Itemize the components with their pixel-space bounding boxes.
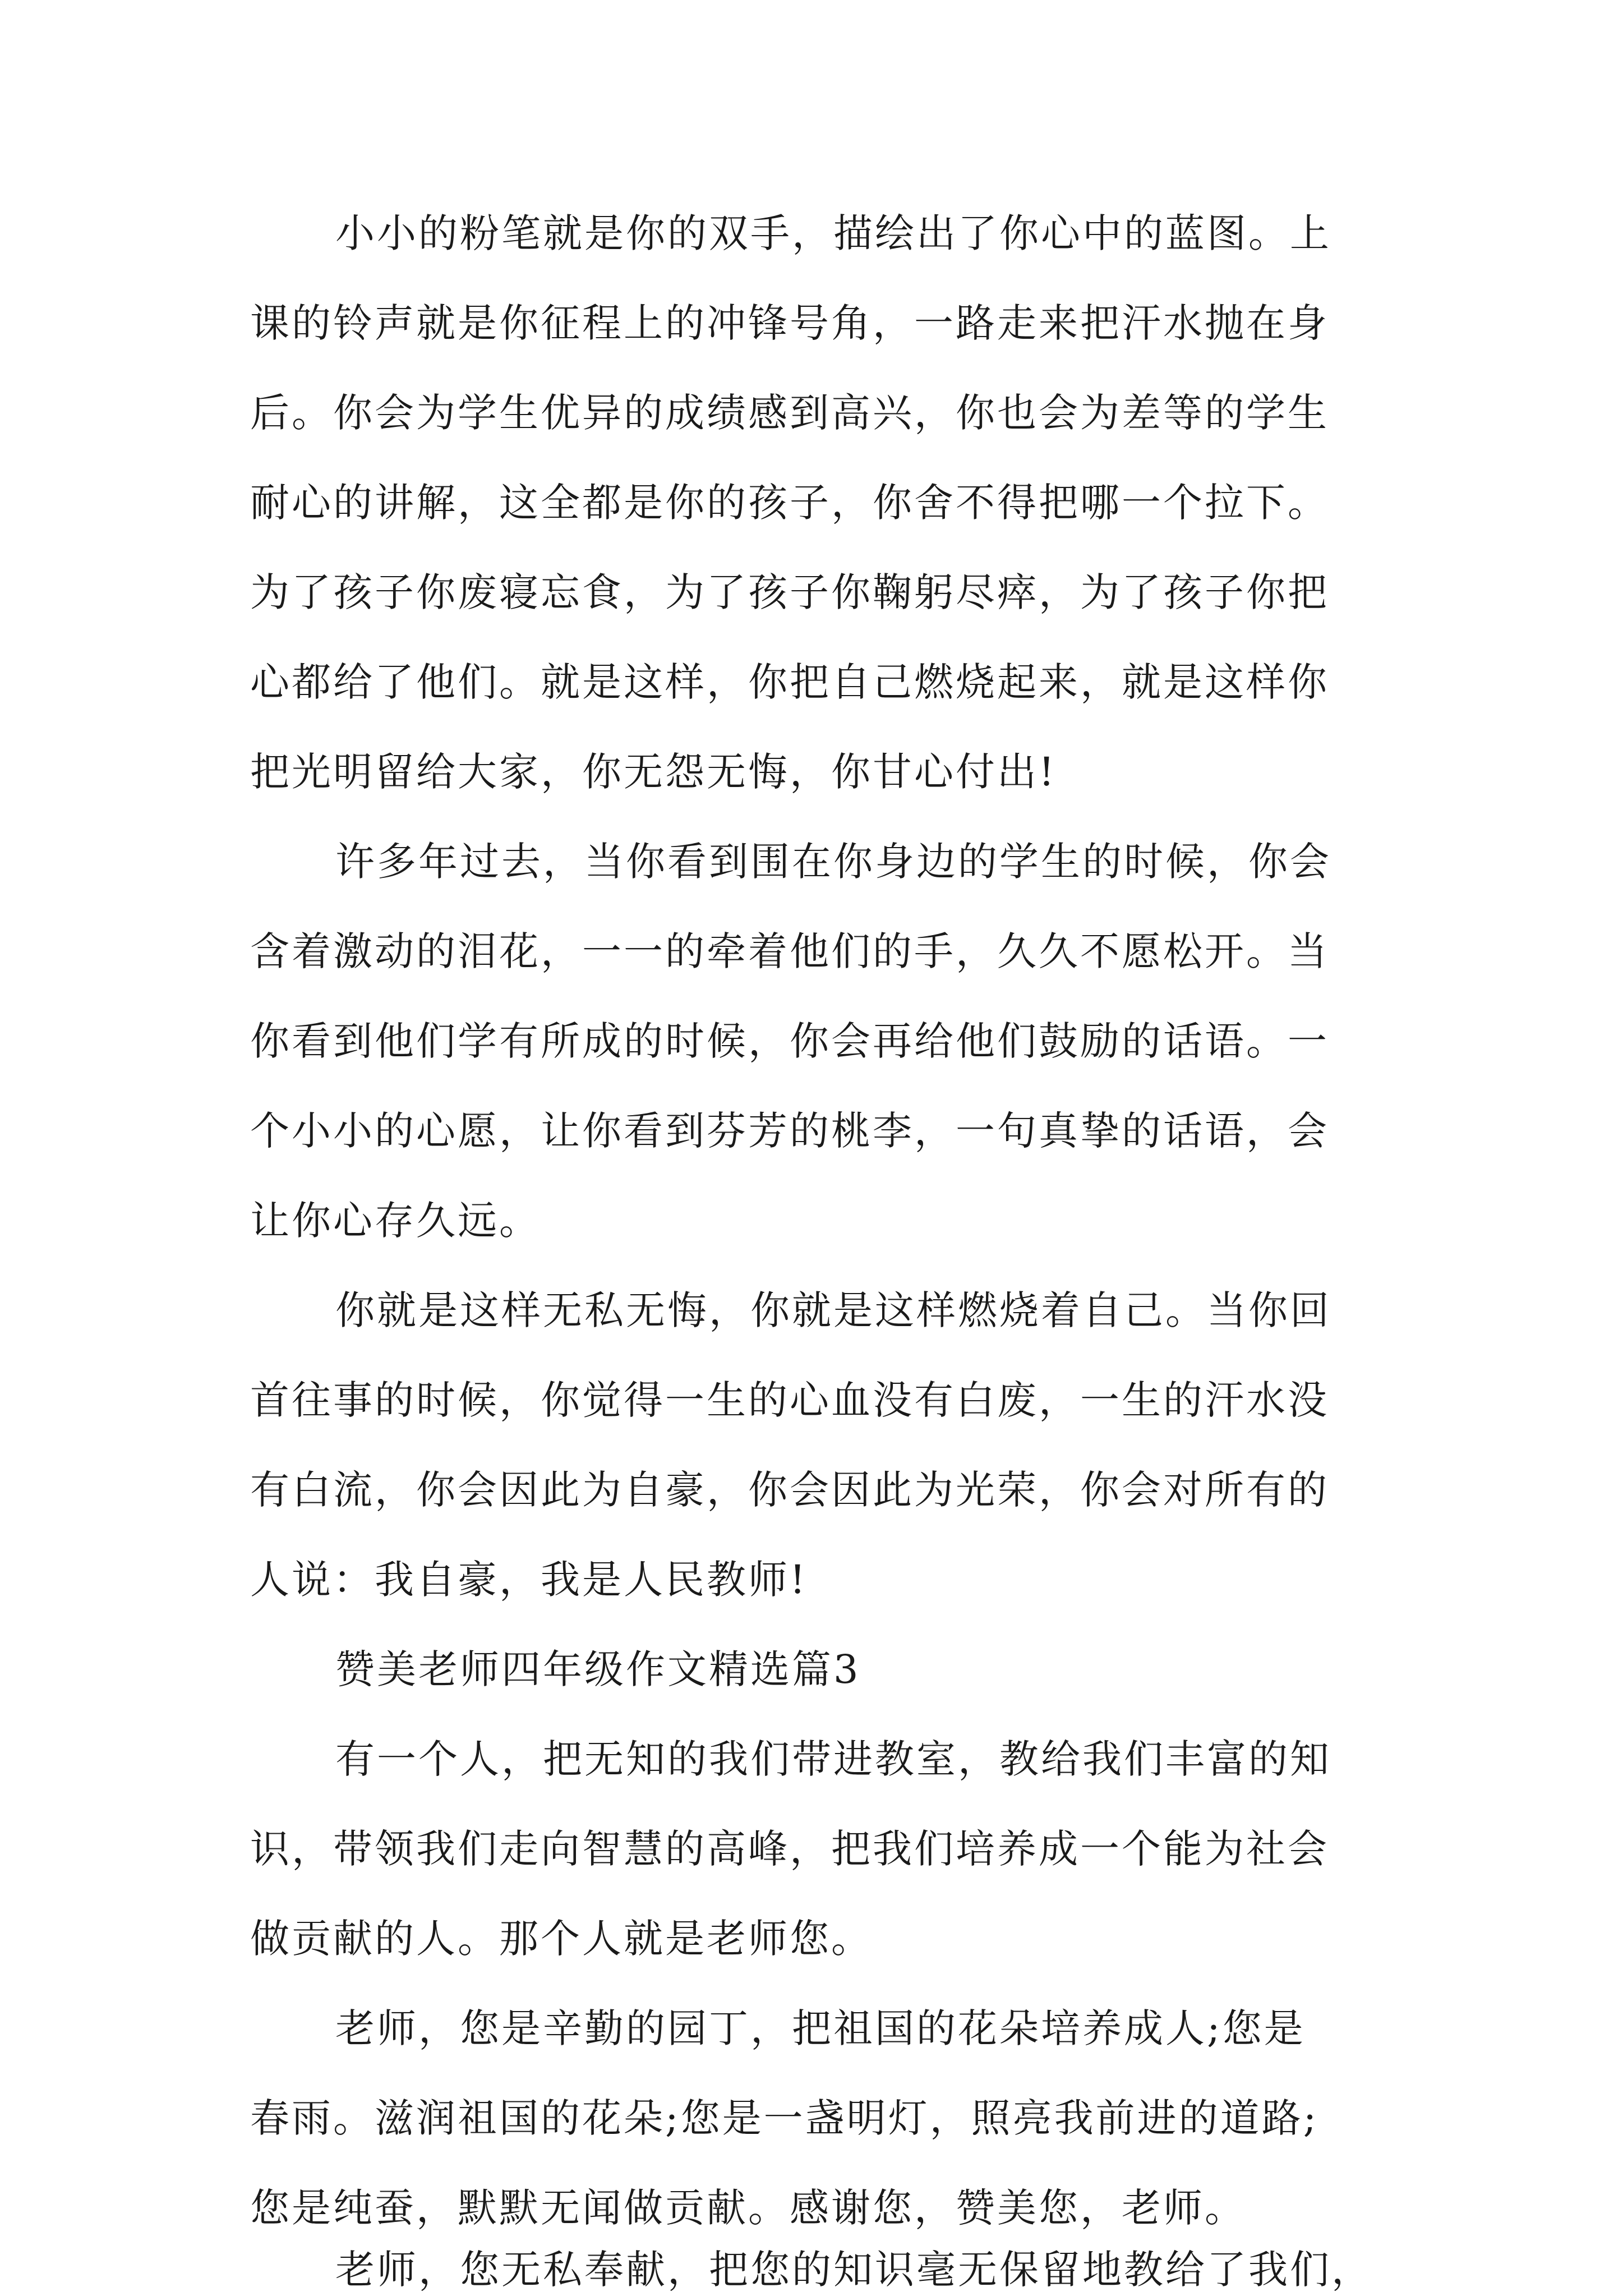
text-line: 老师，您无私奉献，把您的知识毫无保留地教给了我们， [335,2247,1373,2293]
text-line: 做贡献的人。那个人就是老师您。 [250,1916,873,1962]
text-line: 有一个人，把无知的我们带进教室，教给我们丰富的知 [335,1736,1331,1782]
text-line: 识，带领我们走向智慧的高峰，把我们培养成一个能为社会 [250,1826,1329,1872]
text-line: 个小小的心愿，让你看到芬芳的桃李，一句真挚的话语，会 [250,1108,1329,1154]
text-line: 课的铃声就是你征程上的冲锋号角，一路走来把汗水抛在身 [250,300,1329,346]
text-line: 心都给了他们。就是这样，你把自己燃烧起来，就是这样你 [250,659,1329,705]
text-line: 为了孩子你废寝忘食，为了孩子你鞠躬尽瘁，为了孩子你把 [250,569,1329,615]
text-line: 耐心的讲解，这全都是你的孩子，你舍不得把哪一个拉下。 [250,480,1329,526]
text-line: 人说：我自豪，我是人民教师! [250,1557,808,1603]
text-line: 首往事的时候，你觉得一生的心血没有白废，一生的汗水没 [250,1377,1329,1423]
text-line: 含着激动的泪花，一一的牵着他们的手，久久不愿松开。当 [250,928,1329,974]
text-line: 有白流，你会因此为自豪，你会因此为光荣，你会对所有的 [250,1467,1329,1513]
text-line: 让你心存久远。 [250,1198,541,1244]
text-line: 把光明留给大家，你无怨无悔，你甘心付出! [250,749,1057,795]
text-line: 小小的粉笔就是你的双手，描绘出了你心中的蓝图。上 [335,210,1331,256]
text-line: 您是纯蚕，默默无闻做贡献。感谢您，赞美您，老师。 [250,2185,1246,2231]
section-heading: 赞美老师四年级作文精选篇3 [335,1646,861,1692]
text-line: 老师，您是辛勤的园丁，把祖国的花朵培养成人;您是 [335,2005,1306,2051]
text-line: 春雨。滋润祖国的花朵;您是一盏明灯，照亮我前进的道路; [250,2095,1319,2141]
text-line: 后。你会为学生优异的成绩感到高兴，你也会为差等的学生 [250,390,1329,436]
text-line: 你看到他们学有所成的时候，你会再给他们鼓励的话语。一 [250,1018,1329,1064]
text-line: 你就是这样无私无悔，你就是这样燃烧着自己。当你回 [335,1287,1331,1333]
text-line: 许多年过去，当你看到围在你身边的学生的时候，你会 [335,839,1331,885]
